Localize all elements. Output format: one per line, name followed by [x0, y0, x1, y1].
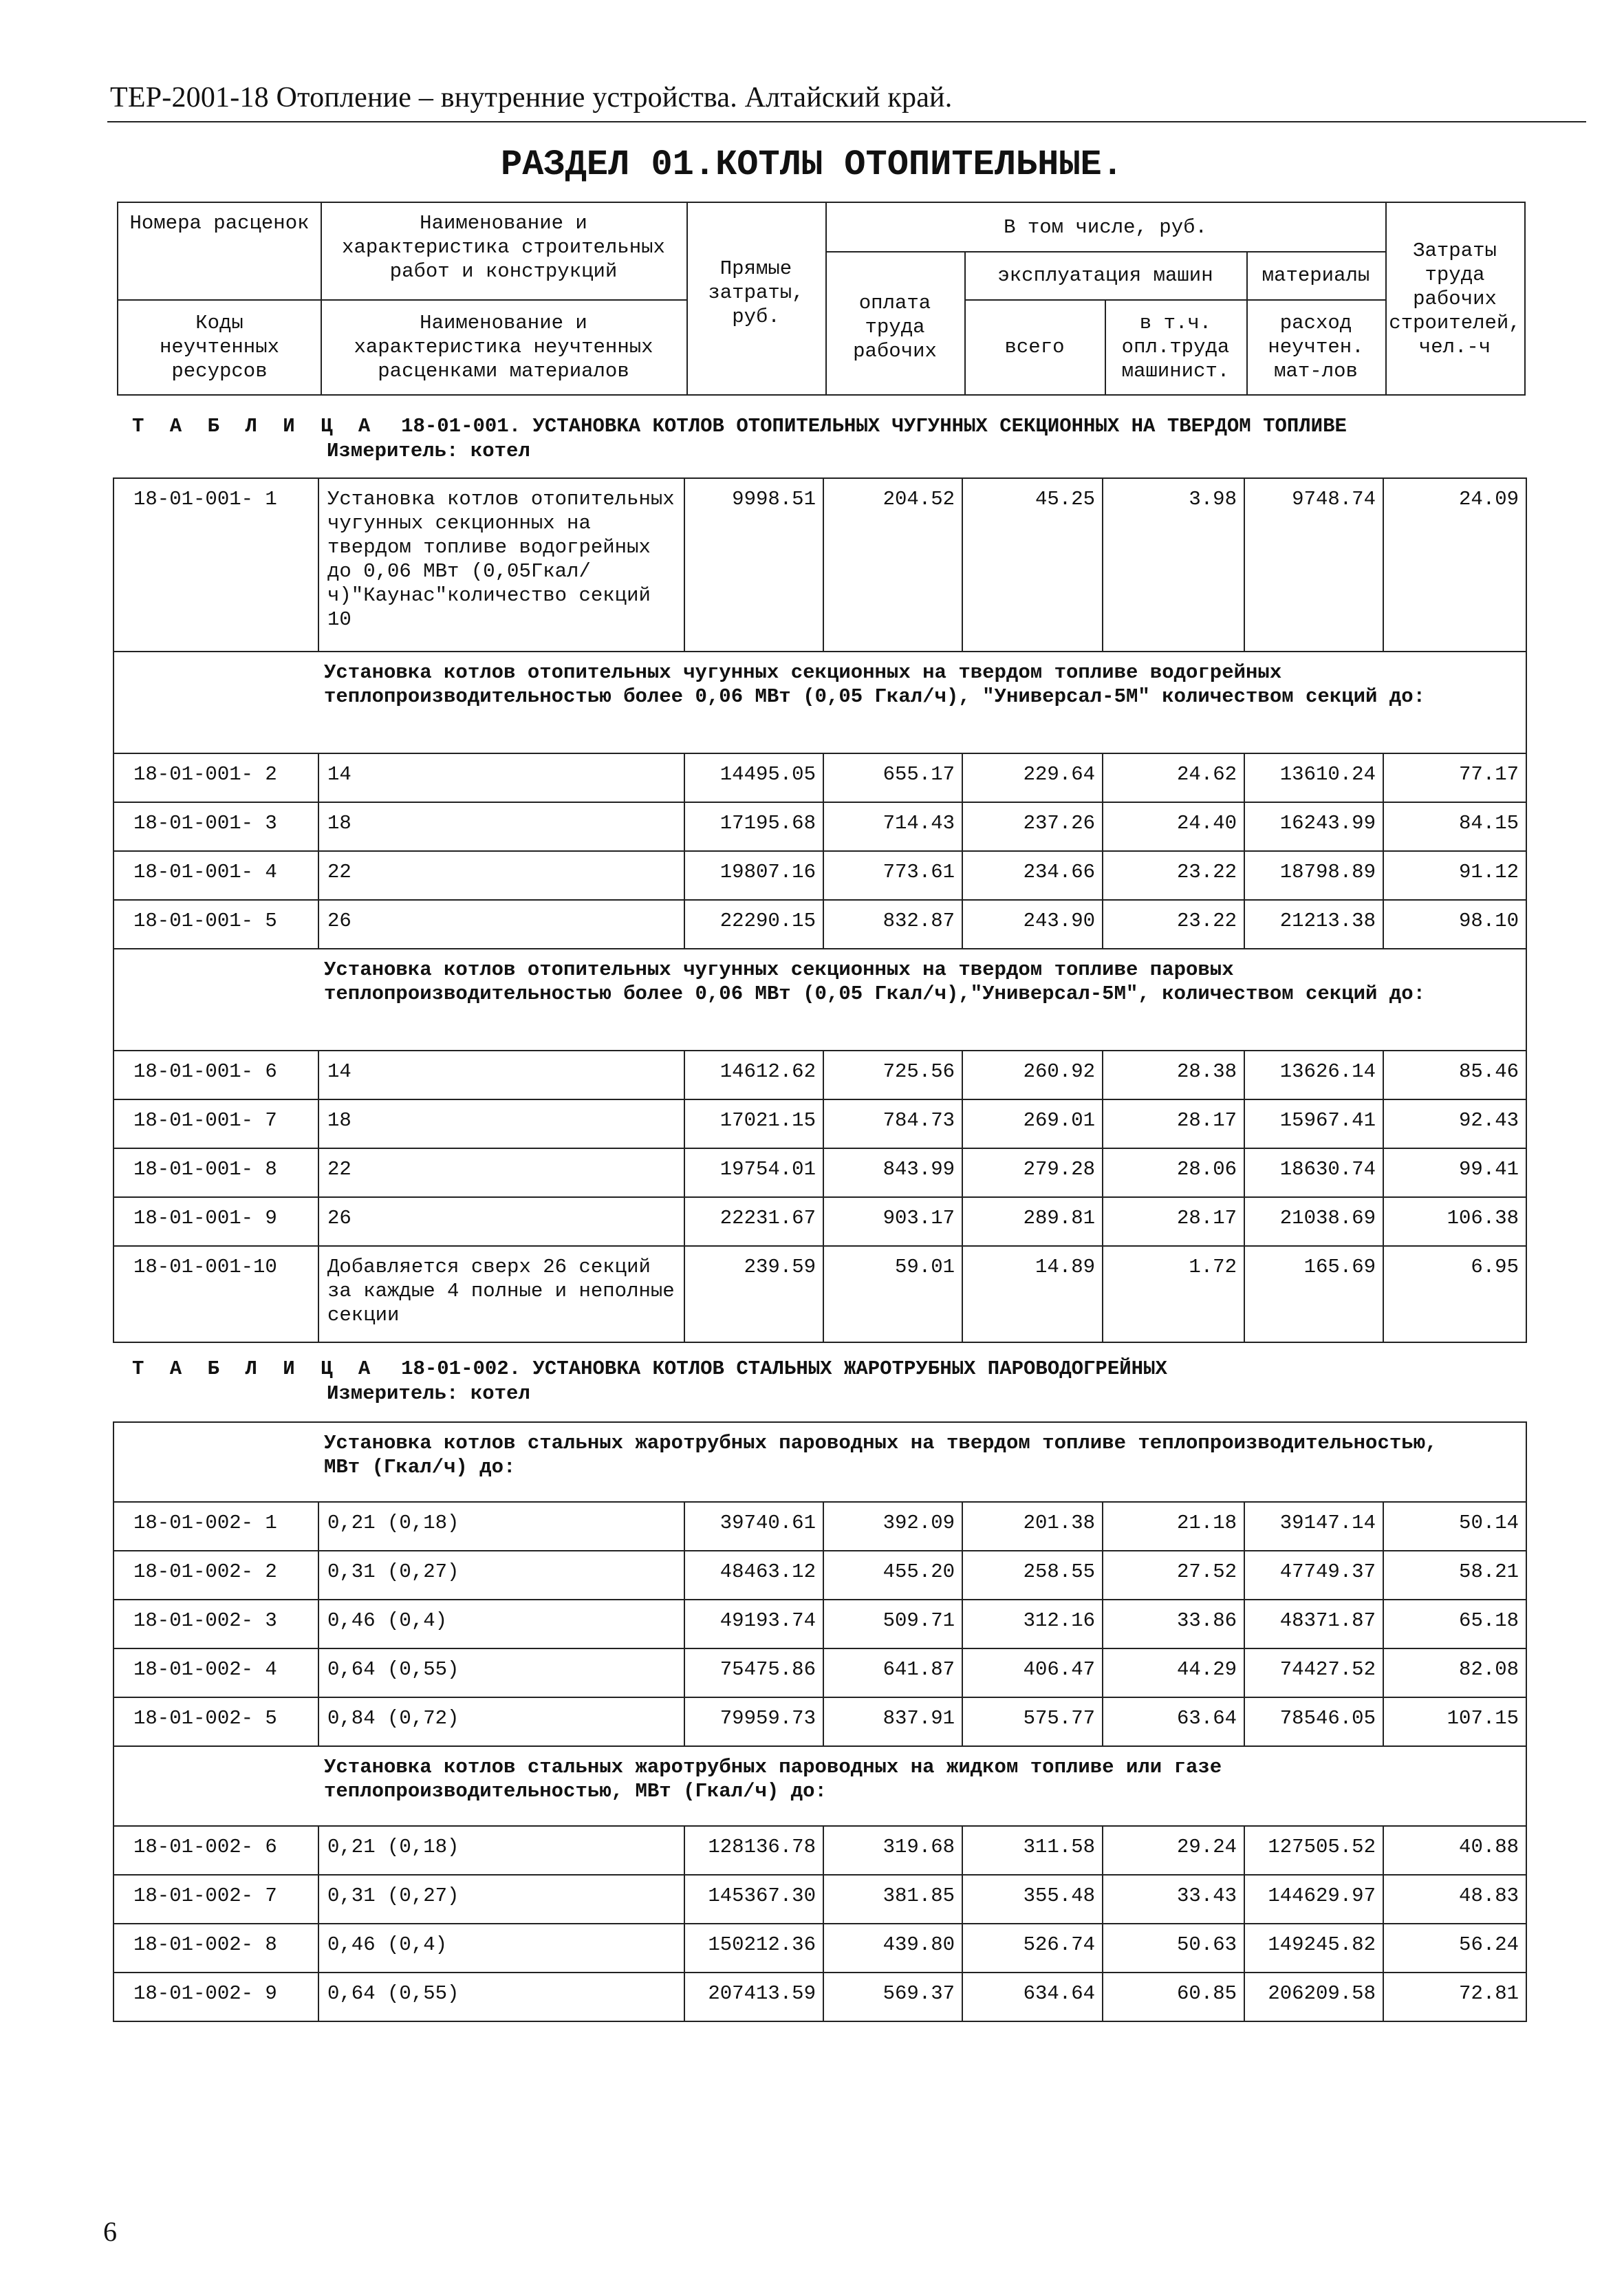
table-row	[113, 478, 1526, 652]
machines-operators: 63.64	[1103, 1697, 1244, 1746]
rate-code: 18-01-001- 7	[113, 1099, 318, 1148]
header-direct-costs: Прямые затраты, руб.	[708, 257, 804, 328]
materials: 144629.97	[1244, 1875, 1383, 1924]
labor-hours: 92.43	[1383, 1099, 1526, 1148]
machines-operators: 28.38	[1103, 1051, 1244, 1099]
direct-costs: 19754.01	[684, 1148, 823, 1197]
rate-description: 0,21 (0,18)	[318, 1502, 684, 1551]
labor-pay: 509.71	[823, 1600, 962, 1648]
materials: 18798.89	[1244, 851, 1383, 900]
table-caption	[132, 414, 1577, 439]
direct-costs: 9998.51	[684, 478, 823, 652]
table-row	[113, 1148, 1526, 1197]
header-name-top: Наименование и характеристика строительных работ и конструкций	[342, 212, 665, 283]
rate-code: 18-01-001- 3	[113, 802, 318, 851]
rate-code: 18-01-002- 4	[113, 1648, 318, 1697]
rate-description: 14	[318, 753, 684, 802]
machines-operators: 3.98	[1103, 478, 1244, 652]
labor-pay: 714.43	[823, 802, 962, 851]
table-row	[113, 1875, 1526, 1924]
table-caption	[132, 1357, 1577, 1382]
rate-description: 18	[318, 1099, 684, 1148]
table-title: 18-01-001. УСТАНОВКА КОТЛОВ ОТОПИТЕЛЬНЫХ ЧУГУННЫХ СЕКЦИОННЫХ НА ТВЕРДОМ ТОПЛИВЕ	[401, 415, 1347, 438]
header-labor-pay: оплата труда рабочих	[853, 291, 937, 363]
labor-hours: 106.38	[1383, 1197, 1526, 1246]
machines-total: 258.55	[962, 1551, 1103, 1600]
machines-operators: 24.40	[1103, 802, 1244, 851]
machines-total: 312.16	[962, 1600, 1103, 1648]
section-title: РАЗДЕЛ 01.КОТЛЫ ОТОПИТЕЛЬНЫЕ.	[501, 144, 1123, 185]
table-row	[113, 1924, 1526, 1973]
labor-pay: 319.68	[823, 1826, 962, 1875]
direct-costs: 207413.59	[684, 1973, 823, 2021]
machines-operators: 28.06	[1103, 1148, 1244, 1197]
group-heading: Установка котлов отопительных чугунных секционных на твердом топливе паровых теплопроизводительностью более 0,06 МВт (0,05 Гкал/ч),"Универсал-5М", количеством секций до:	[113, 949, 1526, 1051]
labor-pay: 641.87	[823, 1648, 962, 1697]
labor-hours: 82.08	[1383, 1648, 1526, 1697]
labor-hours: 72.81	[1383, 1973, 1526, 2021]
running-header: ТЕР-2001-18 Отопление – внутренние устройства. Алтайский край.	[110, 82, 953, 114]
machines-total: 201.38	[962, 1502, 1103, 1551]
group-heading: Установка котлов стальных жаротрубных пароводных на твердом топливе теплопроизводительностью, МВт (Гкал/ч) до:	[113, 1422, 1526, 1502]
materials: 13626.14	[1244, 1051, 1383, 1099]
rate-description: 0,84 (0,72)	[318, 1697, 684, 1746]
rates-table-18-01-002	[113, 1421, 1527, 2022]
materials: 165.69	[1244, 1246, 1383, 1342]
table-row	[113, 1502, 1526, 1551]
rate-code: 18-01-001- 5	[113, 900, 318, 949]
table-row	[113, 1600, 1526, 1648]
materials: 39147.14	[1244, 1502, 1383, 1551]
rate-code: 18-01-002- 7	[113, 1875, 318, 1924]
header-materials: материалы	[1262, 264, 1370, 287]
rate-description: 0,46 (0,4)	[318, 1924, 684, 1973]
machines-total: 45.25	[962, 478, 1103, 652]
rate-code: 18-01-002- 2	[113, 1551, 318, 1600]
group-heading-row	[113, 1422, 1526, 1502]
labor-hours: 6.95	[1383, 1246, 1526, 1342]
labor-pay: 837.91	[823, 1697, 962, 1746]
rate-code: 18-01-002- 5	[113, 1697, 318, 1746]
labor-hours: 107.15	[1383, 1697, 1526, 1746]
machines-total: 355.48	[962, 1875, 1103, 1924]
materials: 21213.38	[1244, 900, 1383, 949]
labor-pay: 773.61	[823, 851, 962, 900]
materials: 74427.52	[1244, 1648, 1383, 1697]
materials: 21038.69	[1244, 1197, 1383, 1246]
machines-total: 229.64	[962, 753, 1103, 802]
rate-code: 18-01-002- 1	[113, 1502, 318, 1551]
page-number: 6	[103, 2216, 117, 2247]
materials: 149245.82	[1244, 1924, 1383, 1973]
rate-description: 0,21 (0,18)	[318, 1826, 684, 1875]
machines-total: 260.92	[962, 1051, 1103, 1099]
direct-costs: 75475.86	[684, 1648, 823, 1697]
direct-costs: 239.59	[684, 1246, 823, 1342]
direct-costs: 14612.62	[684, 1051, 823, 1099]
machines-total: 289.81	[962, 1197, 1103, 1246]
labor-hours: 77.17	[1383, 753, 1526, 802]
machines-operators: 24.62	[1103, 753, 1244, 802]
rate-description: 0,31 (0,27)	[318, 1875, 684, 1924]
column-header-table	[117, 202, 1526, 396]
table-row	[113, 1051, 1526, 1099]
rate-description: Установка котлов отопительных чугунных секционных на твердом топливе водогрейных до 0,06 МВт (0,05Гкал/ч)"Каунас"количество секций 10	[318, 478, 684, 652]
table-row	[113, 1551, 1526, 1600]
rate-code: 18-01-002- 3	[113, 1600, 318, 1648]
materials: 48371.87	[1244, 1600, 1383, 1648]
table-prefix: Т А Б Л И Ц А	[132, 415, 378, 438]
header-machines: эксплуатация машин	[997, 264, 1213, 287]
direct-costs: 17195.68	[684, 802, 823, 851]
materials: 9748.74	[1244, 478, 1383, 652]
group-heading: Установка котлов стальных жаротрубных пароводных на жидком топливе или газе теплопроизводительностью, МВт (Гкал/ч) до:	[113, 1746, 1526, 1826]
header-labor-costs: Затраты труда рабочих строителей, чел.-ч	[1389, 239, 1521, 358]
table-row	[113, 1197, 1526, 1246]
labor-hours: 65.18	[1383, 1600, 1526, 1648]
rate-description: 14	[318, 1051, 684, 1099]
rate-code: 18-01-001- 1	[113, 478, 318, 652]
machines-total: 311.58	[962, 1826, 1103, 1875]
materials: 127505.52	[1244, 1826, 1383, 1875]
direct-costs: 22290.15	[684, 900, 823, 949]
rate-description: 26	[318, 900, 684, 949]
labor-hours: 50.14	[1383, 1502, 1526, 1551]
materials: 47749.37	[1244, 1551, 1383, 1600]
header-codes-top: Номера расценок	[129, 212, 310, 235]
machines-total: 234.66	[962, 851, 1103, 900]
materials: 15967.41	[1244, 1099, 1383, 1148]
table-unit: Измеритель: котел	[327, 440, 530, 462]
direct-costs: 22231.67	[684, 1197, 823, 1246]
table-row	[113, 1973, 1526, 2021]
machines-operators: 1.72	[1103, 1246, 1244, 1342]
rate-code: 18-01-001- 9	[113, 1197, 318, 1246]
machines-operators: 33.86	[1103, 1600, 1244, 1648]
rate-code: 18-01-001- 6	[113, 1051, 318, 1099]
labor-pay: 655.17	[823, 753, 962, 802]
machines-total: 14.89	[962, 1246, 1103, 1342]
table-row	[113, 1099, 1526, 1148]
labor-pay: 903.17	[823, 1197, 962, 1246]
machines-operators: 29.24	[1103, 1826, 1244, 1875]
labor-hours: 85.46	[1383, 1051, 1526, 1099]
rate-description: 22	[318, 1148, 684, 1197]
direct-costs: 150212.36	[684, 1924, 823, 1973]
labor-pay: 439.80	[823, 1924, 962, 1973]
machines-operators: 33.43	[1103, 1875, 1244, 1924]
labor-pay: 569.37	[823, 1973, 962, 2021]
direct-costs: 145367.30	[684, 1875, 823, 1924]
rate-code: 18-01-002- 6	[113, 1826, 318, 1875]
rate-code: 18-01-001-10	[113, 1246, 318, 1342]
group-heading: Установка котлов отопительных чугунных секционных на твердом топливе водогрейных теплопроизводительностью более 0,06 МВт (0,05 Гкал/ч), "Универсал-5М" количеством секций до:	[113, 652, 1526, 753]
labor-hours: 84.15	[1383, 802, 1526, 851]
materials: 78546.05	[1244, 1697, 1383, 1746]
table-row	[113, 900, 1526, 949]
labor-pay: 204.52	[823, 478, 962, 652]
labor-hours: 99.41	[1383, 1148, 1526, 1197]
labor-hours: 40.88	[1383, 1826, 1526, 1875]
machines-operators: 28.17	[1103, 1099, 1244, 1148]
direct-costs: 39740.61	[684, 1502, 823, 1551]
machines-total: 269.01	[962, 1099, 1103, 1148]
machines-total: 237.26	[962, 802, 1103, 851]
rate-description: 0,64 (0,55)	[318, 1973, 684, 2021]
machines-operators: 21.18	[1103, 1502, 1244, 1551]
rates-table-18-01-001	[113, 477, 1527, 1343]
table-title: 18-01-002. УСТАНОВКА КОТЛОВ СТАЛЬНЫХ ЖАРОТРУБНЫХ ПАРОВОДОГРЕЙНЫХ	[401, 1357, 1167, 1380]
rate-description: 0,64 (0,55)	[318, 1648, 684, 1697]
direct-costs: 128136.78	[684, 1826, 823, 1875]
labor-hours: 91.12	[1383, 851, 1526, 900]
table-row	[113, 1697, 1526, 1746]
labor-hours: 58.21	[1383, 1551, 1526, 1600]
table-prefix: Т А Б Л И Ц А	[132, 1357, 378, 1380]
labor-pay: 843.99	[823, 1148, 962, 1197]
machines-total: 526.74	[962, 1924, 1103, 1973]
materials: 206209.58	[1244, 1973, 1383, 2021]
rate-description: 26	[318, 1197, 684, 1246]
rate-code: 18-01-001- 8	[113, 1148, 318, 1197]
machines-total: 575.77	[962, 1697, 1103, 1746]
labor-pay: 784.73	[823, 1099, 962, 1148]
labor-hours: 56.24	[1383, 1924, 1526, 1973]
rate-description: 0,46 (0,4)	[318, 1600, 684, 1648]
rate-description: Добавляется сверх 26 секций за каждые 4 полные и неполные секции	[318, 1246, 684, 1342]
machines-total: 406.47	[962, 1648, 1103, 1697]
header-rule	[107, 121, 1586, 122]
labor-hours: 48.83	[1383, 1875, 1526, 1924]
table-row	[113, 753, 1526, 802]
machines-total: 634.64	[962, 1973, 1103, 2021]
rate-code: 18-01-002- 8	[113, 1924, 318, 1973]
header-codes-bottom: Коды неучтенных ресурсов	[159, 311, 280, 383]
machines-total: 243.90	[962, 900, 1103, 949]
machines-operators: 23.22	[1103, 851, 1244, 900]
machines-operators: 28.17	[1103, 1197, 1244, 1246]
header-name-bottom: Наименование и характеристика неучтенных расценками материалов	[354, 311, 653, 383]
rate-code: 18-01-002- 9	[113, 1973, 318, 2021]
direct-costs: 48463.12	[684, 1551, 823, 1600]
table-row	[113, 1826, 1526, 1875]
table-row	[113, 1648, 1526, 1697]
rate-description: 18	[318, 802, 684, 851]
labor-pay: 455.20	[823, 1551, 962, 1600]
rate-code: 18-01-001- 4	[113, 851, 318, 900]
direct-costs: 17021.15	[684, 1099, 823, 1148]
direct-costs: 19807.16	[684, 851, 823, 900]
header-materials-sub: расход неучтен. мат-лов	[1268, 311, 1364, 383]
machines-operators: 23.22	[1103, 900, 1244, 949]
header-machines-operators: в т.ч. опл.труда машинист.	[1121, 311, 1230, 383]
labor-pay: 392.09	[823, 1502, 962, 1551]
rate-code: 18-01-001- 2	[113, 753, 318, 802]
labor-pay: 725.56	[823, 1051, 962, 1099]
rate-description: 22	[318, 851, 684, 900]
group-heading-row	[113, 949, 1526, 1051]
materials: 13610.24	[1244, 753, 1383, 802]
machines-operators: 44.29	[1103, 1648, 1244, 1697]
direct-costs: 79959.73	[684, 1697, 823, 1746]
table-row	[113, 851, 1526, 900]
table-unit: Измеритель: котел	[327, 1382, 530, 1405]
table-row	[113, 802, 1526, 851]
header-including: В том числе, руб.	[1004, 215, 1207, 239]
machines-total: 279.28	[962, 1148, 1103, 1197]
rate-description: 0,31 (0,27)	[318, 1551, 684, 1600]
materials: 18630.74	[1244, 1148, 1383, 1197]
machines-operators: 60.85	[1103, 1973, 1244, 2021]
labor-pay: 832.87	[823, 900, 962, 949]
direct-costs: 14495.05	[684, 753, 823, 802]
labor-pay: 59.01	[823, 1246, 962, 1342]
direct-costs: 49193.74	[684, 1600, 823, 1648]
labor-hours: 24.09	[1383, 478, 1526, 652]
machines-operators: 50.63	[1103, 1924, 1244, 1973]
machines-operators: 27.52	[1103, 1551, 1244, 1600]
materials: 16243.99	[1244, 802, 1383, 851]
group-heading-row	[113, 652, 1526, 753]
labor-pay: 381.85	[823, 1875, 962, 1924]
group-heading-row	[113, 1746, 1526, 1826]
table-row	[113, 1246, 1526, 1342]
labor-hours: 98.10	[1383, 900, 1526, 949]
header-machines-total: всего	[1004, 335, 1065, 358]
